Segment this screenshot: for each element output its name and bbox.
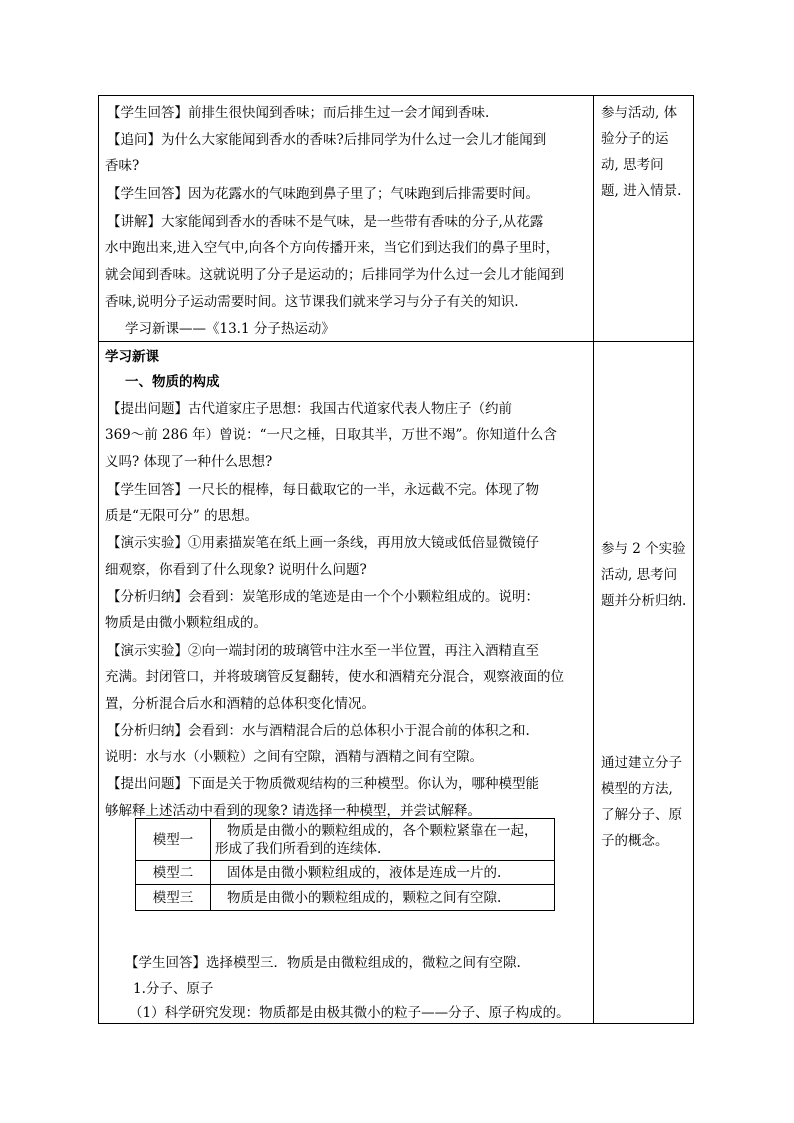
text-line: 369～前 286 年）曾说：“一尺之棰，日取其半，万世不竭”。你知道什么含 <box>105 427 557 443</box>
table-row <box>136 885 555 911</box>
side-note-line: 子的概念。 <box>601 833 669 849</box>
side-note-line: 动, 思考问 <box>601 157 664 173</box>
text-line: 香味,说明分子运动需要时间。这节课我们就来学习与分子有关的知识. <box>105 294 519 310</box>
model-description <box>211 819 555 861</box>
text-line: 【演示实验】②向一端封闭的玻璃管中注水至一半位置，再注入酒精直至 <box>107 643 539 659</box>
text-line: 【分析归纳】会看到：炭笔形成的笔迹是由一个个小颗粒组成的。说明： <box>107 589 539 605</box>
text-line: 【追问】为什么大家能闻到香水的香味?后排同学为什么过一会儿才能闻到 <box>107 132 547 148</box>
model-description <box>211 861 555 885</box>
side-note-models <box>601 750 693 854</box>
model-desc-line: 物质是由微小的颗粒组成的，各个颗粒紧靠在一起， <box>227 822 538 839</box>
side-note-line: 活动, 思考问 <box>601 567 678 583</box>
side-note-line: 题, 进入情景. <box>601 183 682 199</box>
text-line: 【学生回答】前排生很快闻到香味；而后排生过一会才闻到香味. <box>107 105 490 121</box>
text-line: 香味? <box>105 158 140 174</box>
side-note-line: 通过建立分子 <box>601 755 682 771</box>
side-note-line: 验分子的运 <box>601 131 669 147</box>
text-line: 充满。封闭管口，并将玻璃管反复翻转，使水和酒精充分混合，观察液面的位 <box>105 669 564 685</box>
table-row <box>136 819 555 861</box>
model-name: 模型三 <box>136 885 211 911</box>
text-line: 物质是由微小颗粒组成的。 <box>105 615 267 631</box>
text-line: 细观察，你看到了什么现象? 说明什么问题? <box>105 562 367 578</box>
model-desc-line: 物质是由微小的颗粒组成的，颗粒之间有空隙. <box>227 889 502 906</box>
model-desc-line: 固体是由微小颗粒组成的，液体是连成一片的. <box>227 864 502 881</box>
lesson-table <box>98 95 694 1024</box>
side-note-line: 题并分析归纳. <box>601 593 687 609</box>
model-table <box>135 818 555 911</box>
text-line: （1）科学研究发现：物质都是由极其微小的粒子——分子、原子构成的。 <box>129 1005 570 1021</box>
text-line: 就会闻到香味。这就说明了分子是运动的；后排同学为什么过一会儿才能闻到 <box>105 267 564 283</box>
model-description <box>211 885 555 911</box>
text-line: 质是“无限可分” 的思想。 <box>105 508 259 524</box>
section-heading: 学习新课 <box>105 349 159 365</box>
row-divider <box>99 341 693 342</box>
model-name: 模型一 <box>136 819 211 861</box>
text-line: 学习新课——《13.1 分子热运动》 <box>125 321 335 337</box>
text-line: 【学生回答】一尺长的棍棒，每日截取它的一半，永远截不完。体现了物 <box>107 482 539 498</box>
model-name: 模型二 <box>136 861 211 885</box>
text-line: 【提出问题】下面是关于物质微观结构的三种模型。你认为，哪种模型能 <box>107 776 539 792</box>
model-desc-line: 形成了我们所看到的连续体. <box>215 840 382 857</box>
side-note-experiments <box>601 536 693 614</box>
text-line: 1.分子、原子 <box>133 981 214 997</box>
text-line: 说明：水与水（小颗粒）之间有空隙，酒精与酒精之间有空隙。 <box>105 749 483 765</box>
text-line: 【演示实验】①用素描炭笔在纸上画一条线，再用放大镜或低倍显微镜仔 <box>107 535 539 551</box>
table-row <box>136 861 555 885</box>
text-line: 置，分析混合后水和酒精的总体积变化情况。 <box>105 696 375 712</box>
side-note-line: 参与 2 个实验 <box>601 541 686 557</box>
text-line: 【提出问题】古代道家庄子思想：我国古代道家代表人物庄子（约前 <box>107 401 512 417</box>
side-note-line: 了解分子、原 <box>601 807 682 823</box>
side-note-line: 模型的方法, <box>601 781 673 797</box>
side-note-line: 参与活动, 体 <box>601 105 678 121</box>
column-divider <box>593 96 594 1023</box>
text-line: 义吗? 体现了一种什么思想? <box>105 454 273 470</box>
text-line: 够解释上述活动中看到的现象? 请选择一种模型，并尝试解释。 <box>105 803 482 819</box>
side-note-top <box>601 100 693 204</box>
text-line: 【分析归纳】会看到：水与酒精混合后的总体积小于混合前的体积之和. <box>107 723 530 739</box>
text-line: 【讲解】大家能闻到香水的香味不是气味，是一些带有香味的分子,从花露 <box>107 214 544 230</box>
text-line: 水中跑出来,进入空气中,向各个方向传播开来，当它们到达我们的鼻子里时， <box>105 240 560 256</box>
text-line: 【学生回答】选择模型三．物质是由微粒组成的，微粒之间有空隙. <box>125 955 521 971</box>
text-line: 【学生回答】因为花露水的气味跑到鼻子里了；气味跑到后排需要时间。 <box>107 186 539 202</box>
sub-heading: 一、物质的构成 <box>125 374 220 390</box>
